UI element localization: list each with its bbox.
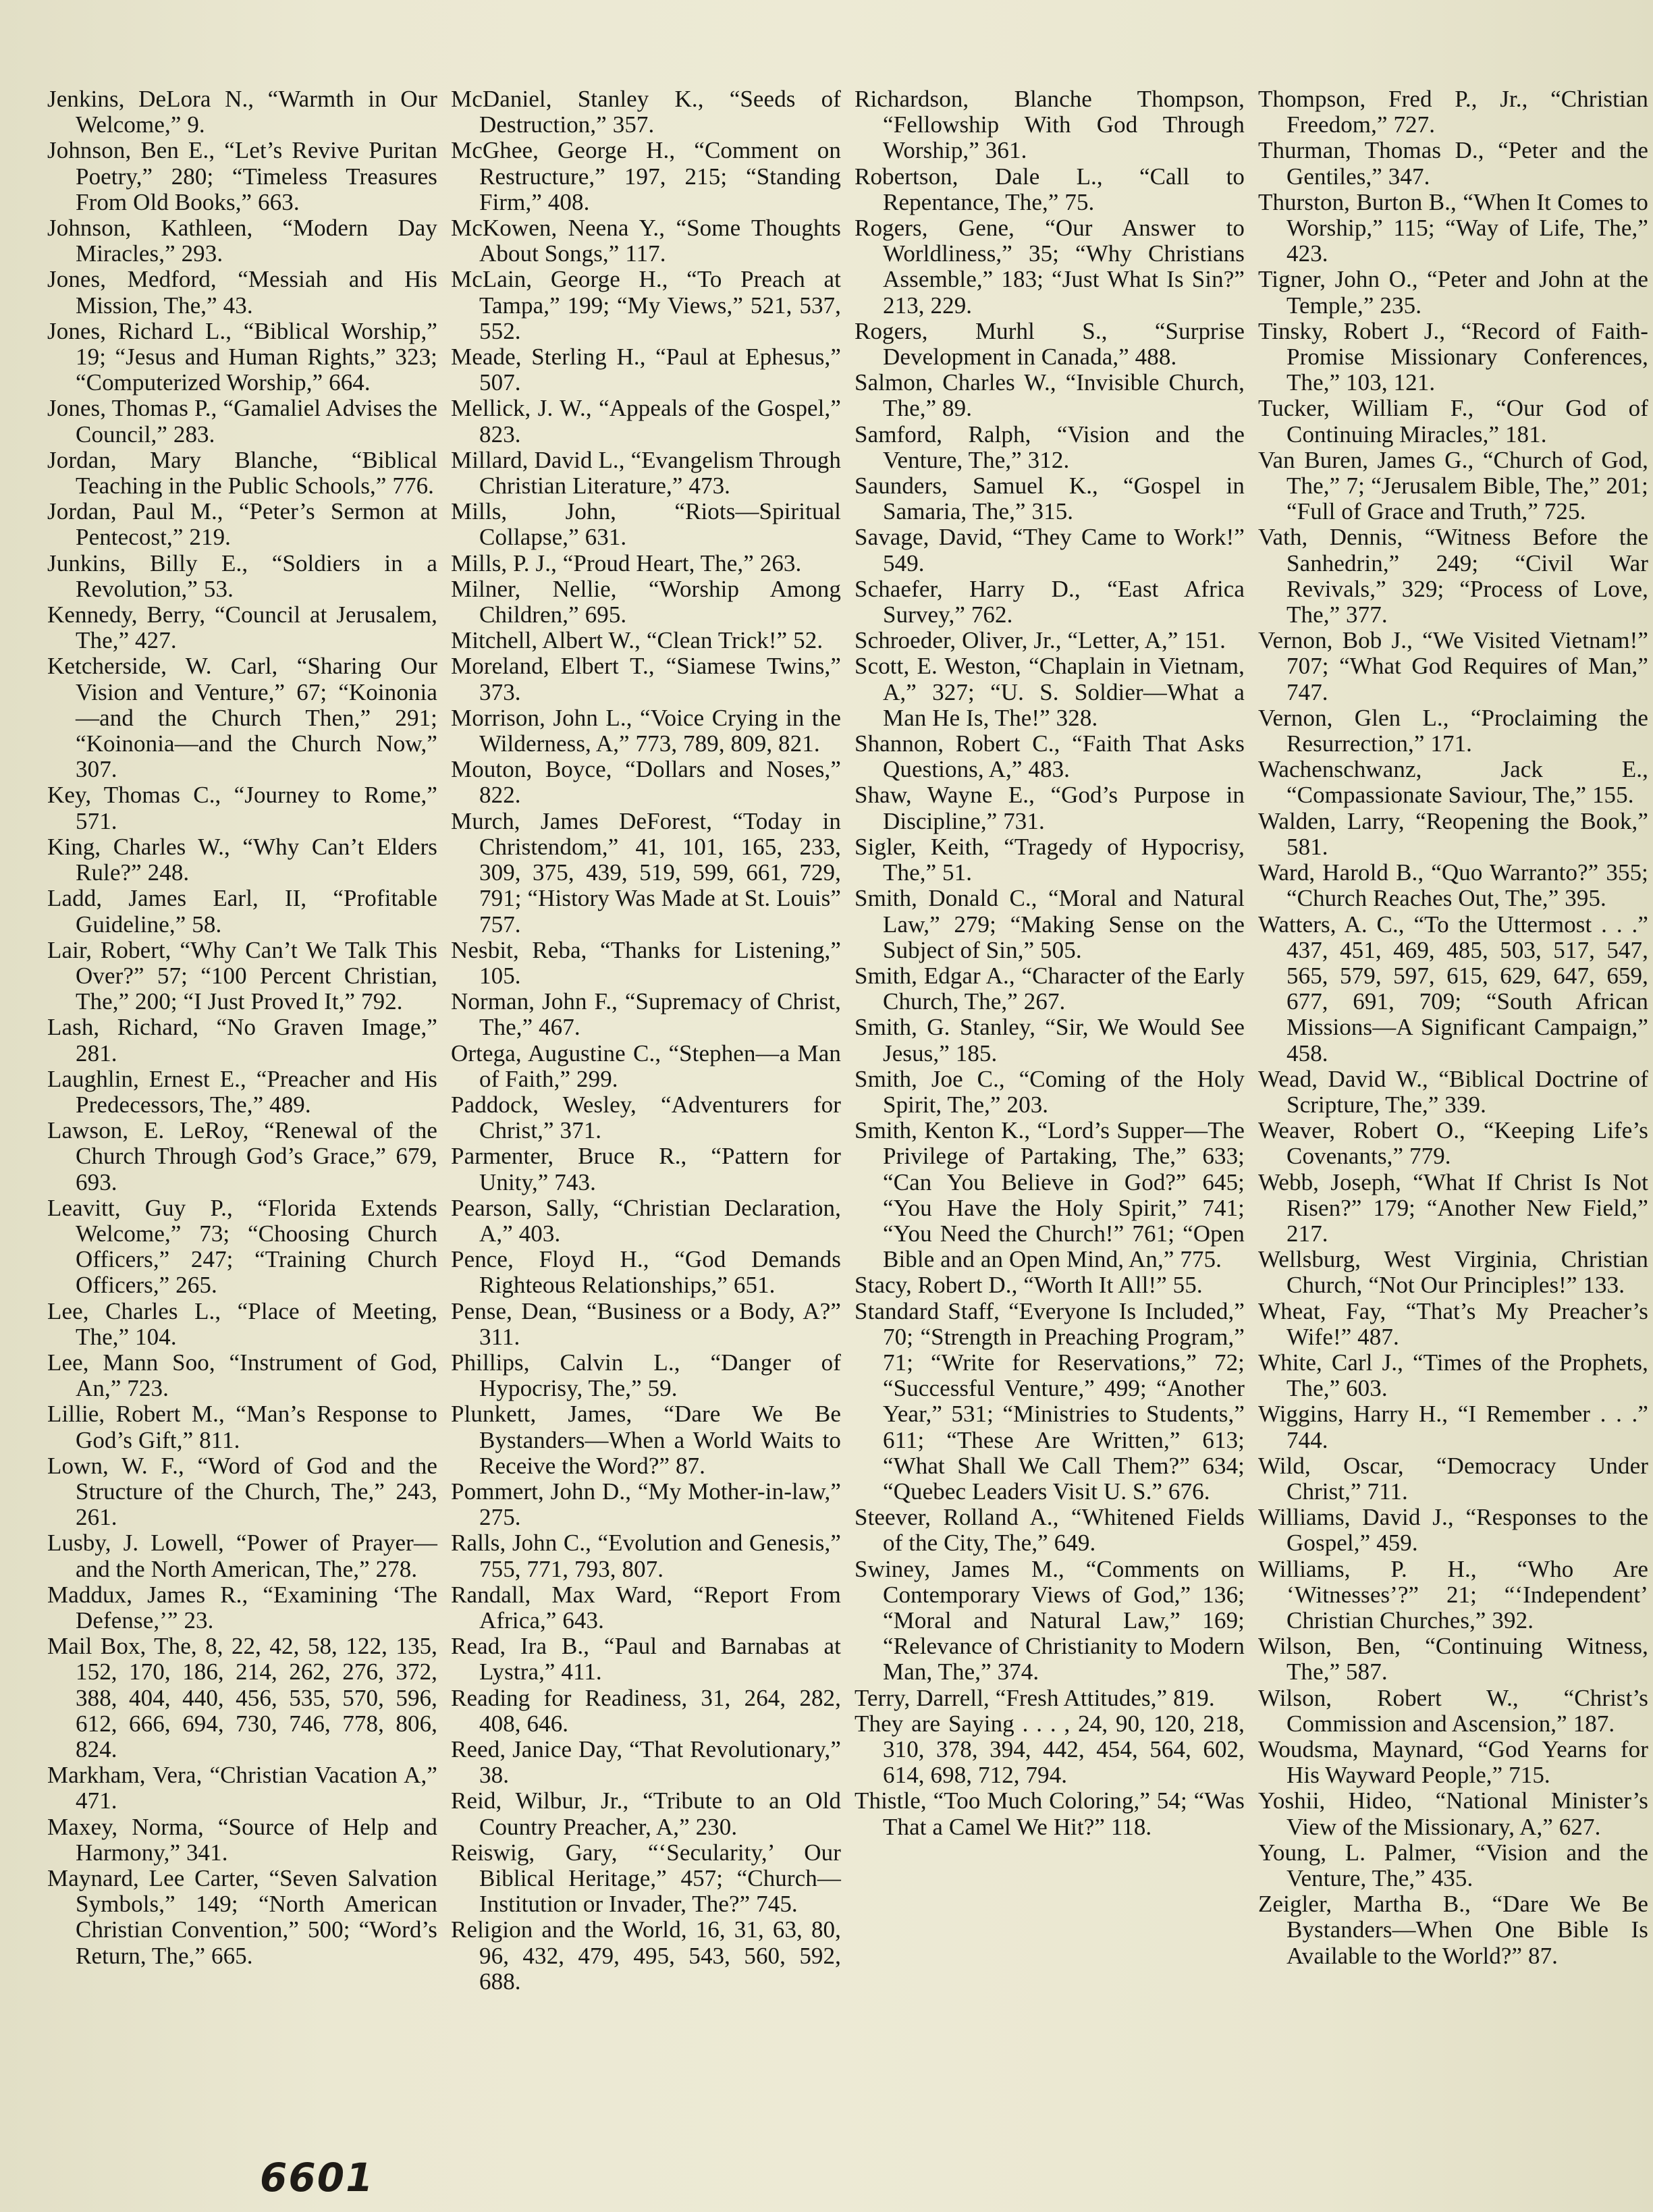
index-entry: Steever, Rolland A., “Whitened Fields of the City, The,” 649. xyxy=(855,1504,1245,1557)
index-entry: Pence, Floyd H., “God Demands Righteous Relationships,” 651. xyxy=(451,1246,841,1299)
index-entry: Ward, Harold B., “Quo Warranto?” 355; “Church Reaches Out, The,” 395. xyxy=(1258,859,1648,912)
index-entry: Reiswig, Gary, “‘Secularity,’ Our Biblical Heritage,” 457; “Church—Institution or Invader, The?” 745. xyxy=(451,1839,841,1918)
index-entry: Lawson, E. LeRoy, “Renewal of the Church Through God’s Grace,” 679, 693. xyxy=(47,1117,437,1195)
index-entry: Shannon, Robert C., “Faith That Asks Questions, A,” 483. xyxy=(855,730,1245,783)
index-entry: Religion and the World, 16, 31, 63, 80, 96, 432, 479, 495, 543, 560, 592, 688. xyxy=(451,1916,841,1995)
index-entry: Maxey, Norma, “Source of Help and Harmony,” 341. xyxy=(47,1813,437,1866)
index-entry: McDaniel, Stanley K., “Seeds of Destruction,” 357. xyxy=(451,86,841,138)
index-entry: Vath, Dennis, “Witness Before the Sanhedrin,” 249; “Civil War Revivals,” 329; “Process of Love, The,” 377. xyxy=(1258,524,1648,628)
index-entry: Smith, Edgar A., “Character of the Early Church, The,” 267. xyxy=(855,962,1245,1015)
index-entry: Wilson, Ben, “Continuing Witness, The,” 587. xyxy=(1258,1633,1648,1685)
index-entry: Shaw, Wayne E., “God’s Purpose in Discipline,” 731. xyxy=(855,782,1245,834)
index-column-2 xyxy=(451,86,841,1995)
index-entry: Maynard, Lee Carter, “Seven Salvation Symbols,” 149; “North American Christian Convention,” 500; “Word’s Return, The,” 665. xyxy=(47,1865,437,1969)
index-entry: Wachenschwanz, Jack E., “Compassionate Saviour, The,” 155. xyxy=(1258,756,1648,809)
index-entry: Murch, James DeForest, “Today in Christendom,” 41, 101, 165, 233, 309, 375, 439, 519, 599, 661, 729, 791; “History Was Made at St. Louis” 757. xyxy=(451,807,841,938)
index-entry: Reed, Janice Day, “That Revolutionary,” 38. xyxy=(451,1736,841,1789)
index-entry: Mills, John, “Riots—Spiritual Collapse,” 631. xyxy=(451,498,841,551)
index-entry: Yoshii, Hideo, “National Minister’s View of the Missionary, A,” 627. xyxy=(1258,1787,1648,1840)
index-entry: Sigler, Keith, “Tragedy of Hypocrisy, The,” 51. xyxy=(855,833,1245,886)
index-entry: Reid, Wilbur, Jr., “Tribute to an Old Country Preacher, A,” 230. xyxy=(451,1787,841,1840)
index-entry: Smith, G. Stanley, “Sir, We Would See Jesus,” 185. xyxy=(855,1014,1245,1067)
index-entry: Thurman, Thomas D., “Peter and the Gentiles,” 347. xyxy=(1258,137,1648,190)
index-entry: Van Buren, James G., “Church of God, The,” 7; “Jerusalem Bible, The,” 201; “Full of Grace and Truth,” 725. xyxy=(1258,446,1648,525)
index-entry: Standard Staff, “Everyone Is Included,” 70; “Strength in Preaching Program,” 71; “Write for Reservations,” 72; “Successful Venture,” 499; “Another Year,” 531; “Ministries to Students,” 611; “These Are Written,” 613; “What Shall We Call Them?” 634; “Quebec Leaders Visit U. S.” 676. xyxy=(855,1297,1245,1505)
index-entry: Schroeder, Oliver, Jr., “Letter, A,” 151. xyxy=(855,627,1226,654)
index-entry: Watters, A. C., “To the Uttermost . . .” 437, 451, 469, 485, 503, 517, 547, 565, 579, 597, 615, 629, 647, 659, 677, 691, 709; “South African Missions—A Significant Campaign,” 458. xyxy=(1258,911,1648,1067)
index-entry: Johnson, Kathleen, “Modern Day Miracles,” 293. xyxy=(47,215,437,267)
index-entry: Tucker, William F., “Our God of Continuing Miracles,” 181. xyxy=(1258,395,1648,448)
index-entry: Milner, Nellie, “Worship Among Children,” 695. xyxy=(451,575,841,628)
index-entry: Rogers, Murhl S., “Surprise Development in Canada,” 488. xyxy=(855,317,1245,371)
index-entry: Jordan, Mary Blanche, “Biblical Teaching in the Public Schools,” 776. xyxy=(47,446,437,500)
index-column-4 xyxy=(1258,86,1648,1995)
index-entry: Mail Box, The, 8, 22, 42, 58, 122, 135, 152, 170, 186, 214, 262, 276, 372, 388, 404, 440, 456, 535, 570, 596, 612, 666, 694, 730, 746, 778, 806, 824. xyxy=(47,1633,437,1762)
index-entry: Mitchell, Albert W., “Clean Trick!” 52. xyxy=(451,627,823,654)
index-entry: Lillie, Robert M., “Man’s Response to God’s Gift,” 811. xyxy=(47,1401,437,1453)
index-entry: Phillips, Calvin L., “Danger of Hypocrisy, The,” 59. xyxy=(451,1349,841,1402)
index-entry: Nesbit, Reba, “Thanks for Listening,” 105. xyxy=(451,936,841,989)
index-entry: Salmon, Charles W., “Invisible Church, The,” 89. xyxy=(855,369,1245,422)
index-columns xyxy=(47,86,1647,1995)
index-entry: Jones, Thomas P., “Gamaliel Advises the Council,” 283. xyxy=(47,395,437,448)
index-entry: McKowen, Neena Y., “Some Thoughts About Songs,” 117. xyxy=(451,215,841,267)
index-entry: Ralls, John C., “Evolution and Genesis,” 755, 771, 793, 807. xyxy=(451,1530,841,1582)
index-column-1 xyxy=(47,86,437,1995)
index-entry: Maddux, James R., “Examining ‘The Defense,’” 23. xyxy=(47,1581,437,1634)
index-entry: Jones, Medford, “Messiah and His Mission, The,” 43. xyxy=(47,266,437,319)
index-entry: Mellick, J. W., “Appeals of the Gospel,” 823. xyxy=(451,395,841,448)
index-entry: Wilson, Robert W., “Christ’s Commission and Ascension,” 187. xyxy=(1258,1684,1648,1737)
index-entry: They are Saying . . . , 24, 90, 120, 218, 310, 378, 394, 442, 454, 564, 602, 614, 698, 712, 794. xyxy=(855,1710,1245,1789)
index-entry: Jordan, Paul M., “Peter’s Sermon at Pentecost,” 219. xyxy=(47,498,437,551)
index-entry: Millard, David L., “Evangelism Through Christian Literature,” 473. xyxy=(451,446,841,500)
index-entry: Meade, Sterling H., “Paul at Ephesus,” 507. xyxy=(451,344,841,396)
index-entry: Thurston, Burton B., “When It Comes to Worship,” 115; “Way of Life, The,” 423. xyxy=(1258,188,1648,267)
index-entry: Weaver, Robert O., “Keeping Life’s Covenants,” 779. xyxy=(1258,1117,1648,1170)
index-entry: Wiggins, Harry H., “I Remember . . .” 744. xyxy=(1258,1401,1648,1453)
index-entry: Williams, David J., “Responses to the Gospel,” 459. xyxy=(1258,1504,1648,1557)
index-entry: Vernon, Glen L., “Proclaiming the Resurrection,” 171. xyxy=(1258,704,1648,757)
index-entry: Saunders, Samuel K., “Gospel in Samaria, The,” 315. xyxy=(855,473,1245,525)
index-entry: Vernon, Bob J., “We Visited Vietnam!” 707; “What God Requires of Man,” 747. xyxy=(1258,627,1648,705)
index-entry: Morrison, John L., “Voice Crying in the Wilderness, A,” 773, 789, 809, 821. xyxy=(451,704,841,757)
index-entry: Norman, John F., “Supremacy of Christ, The,” 467. xyxy=(451,988,841,1041)
index-entry: Schaefer, Harry D., “East Africa Survey,” 762. xyxy=(855,575,1245,628)
index-entry: Wellsburg, West Virginia, Christian Church, “Not Our Principles!” 133. xyxy=(1258,1246,1648,1299)
index-entry: Ketcherside, W. Carl, “Sharing Our Vision and Venture,” 67; “Koinonia—and the Church Then,” 291; “Koinonia—and the Church Now,” 307. xyxy=(47,653,437,783)
index-entry: McGhee, George H., “Comment on Restructure,” 197, 215; “Standing Firm,” 408. xyxy=(451,137,841,215)
index-entry: Tigner, John O., “Peter and John at the Temple,” 235. xyxy=(1258,266,1648,319)
index-entry: Young, L. Palmer, “Vision and the Venture, The,” 435. xyxy=(1258,1839,1648,1892)
index-entry: Smith, Kenton K., “Lord’s Supper—The Privilege of Partaking, The,” 633; “Can You Believe in God?” 645; “You Have the Holy Spirit,” 741; “You Need the Church!” 761; “Open Bible and an Open Mind, An,” 775. xyxy=(855,1117,1245,1273)
index-entry: Mills, P. J., “Proud Heart, The,” 263. xyxy=(451,549,802,576)
index-entry: Key, Thomas C., “Journey to Rome,” 571. xyxy=(47,782,437,834)
index-entry: Jenkins, DeLora N., “Warmth in Our Welcome,” 9. xyxy=(47,86,437,138)
index-entry: Smith, Joe C., “Coming of the Holy Spirit, The,” 203. xyxy=(855,1065,1245,1118)
index-entry: Plunkett, James, “Dare We Be Bystanders—When a World Waits to Receive the Word?” 87. xyxy=(451,1401,841,1479)
index-entry: McLain, George H., “To Preach at Tampa,” 199; “My Views,” 521, 537, 552. xyxy=(451,266,841,344)
index-entry: Scott, E. Weston, “Chaplain in Vietnam, A,” 327; “U. S. Soldier—What a Man He Is, The!” 328. xyxy=(855,653,1245,731)
index-entry: Ortega, Augustine C., “Stephen—a Man of Faith,” 299. xyxy=(451,1040,841,1092)
index-entry: Smith, Donald C., “Moral and Natural Law,” 279; “Making Sense on the Subject of Sin,” 505. xyxy=(855,885,1245,963)
index-entry: Mouton, Boyce, “Dollars and Noses,” 822. xyxy=(451,756,841,809)
index-entry: Lusby, J. Lowell, “Power of Prayer—and the North American, The,” 278. xyxy=(47,1530,437,1582)
index-entry: Markham, Vera, “Christian Vacation A,” 471. xyxy=(47,1762,437,1814)
index-entry: Lash, Richard, “No Graven Image,” 281. xyxy=(47,1014,437,1067)
index-entry: Thistle, “Too Much Coloring,” 54; “Was That a Camel We Hit?” 118. xyxy=(855,1787,1245,1840)
index-entry: Wild, Oscar, “Democracy Under Christ,” 711. xyxy=(1258,1452,1648,1505)
index-entry: Pense, Dean, “Business or a Body, A?” 311. xyxy=(451,1297,841,1350)
index-entry: King, Charles W., “Why Can’t Elders Rule?” 248. xyxy=(47,833,437,886)
index-entry: Ladd, James Earl, II, “Profitable Guideline,” 58. xyxy=(47,885,437,938)
index-entry: White, Carl J., “Times of the Prophets, The,” 603. xyxy=(1258,1349,1648,1402)
index-entry: Thompson, Fred P., Jr., “Christian Freedom,” 727. xyxy=(1258,86,1648,138)
index-entry: Rogers, Gene, “Our Answer to Worldliness,” 35; “Why Christians Assemble,” 183; “Just What Is Sin?” 213, 229. xyxy=(855,215,1245,319)
index-entry: Leavitt, Guy P., “Florida Extends Welcome,” 73; “Choosing Church Officers,” 247; “Training Church Officers,” 265. xyxy=(47,1194,437,1299)
index-entry: Johnson, Ben E., “Let’s Revive Puritan Poetry,” 280; “Timeless Treasures From Old Books,” 663. xyxy=(47,137,437,215)
index-entry: Williams, P. H., “Who Are ‘Witnesses’?” 21; “‘Independent’ Christian Churches,” 392. xyxy=(1258,1555,1648,1634)
index-entry: Lee, Mann Soo, “Instrument of God, An,” 723. xyxy=(47,1349,437,1402)
index-entry: Stacy, Robert D., “Worth It All!” 55. xyxy=(855,1272,1203,1299)
index-entry: Laughlin, Ernest E., “Preacher and His Predecessors, The,” 489. xyxy=(47,1065,437,1118)
index-entry: Zeigler, Martha B., “Dare We Be Bystanders—When One Bible Is Available to the World?” 87. xyxy=(1258,1891,1648,1969)
index-entry: Swiney, James M., “Comments on Contemporary Views of God,” 136; “Moral and Natural Law,” 169; “Relevance of Christianity to Modern Man, The,” 374. xyxy=(855,1555,1245,1685)
index-entry: Robertson, Dale L., “Call to Repentance, The,” 75. xyxy=(855,163,1245,215)
index-entry: Parmenter, Bruce R., “Pattern for Unity,” 743. xyxy=(451,1143,841,1195)
page-folio-number: 6601 xyxy=(260,2155,375,2201)
index-entry: Richardson, Blanche Thompson, “Fellowship With God Through Worship,” 361. xyxy=(855,86,1245,164)
index-entry: Junkins, Billy E., “Soldiers in a Revolution,” 53. xyxy=(47,549,437,602)
index-entry: Walden, Larry, “Reopening the Book,” 581. xyxy=(1258,807,1648,860)
index-entry: Wead, David W., “Biblical Doctrine of Scripture, The,” 339. xyxy=(1258,1065,1648,1118)
index-entry: Reading for Readiness, 31, 264, 282, 408, 646. xyxy=(451,1684,841,1737)
index-entry: Paddock, Wesley, “Adventurers for Christ,” 371. xyxy=(451,1091,841,1144)
index-entry: Kennedy, Berry, “Council at Jerusalem, The,” 427. xyxy=(47,601,437,654)
index-entry: Savage, David, “They Came to Work!” 549. xyxy=(855,524,1245,576)
index-entry: Wheat, Fay, “That’s My Preacher’s Wife!” 487. xyxy=(1258,1297,1648,1350)
index-entry: Pommert, John D., “My Mother-in-law,” 275. xyxy=(451,1478,841,1531)
index-entry: Webb, Joseph, “What If Christ Is Not Risen?” 179; “Another New Field,” 217. xyxy=(1258,1168,1648,1247)
index-entry: Pearson, Sally, “Christian Declaration, A,” 403. xyxy=(451,1194,841,1247)
index-column-3 xyxy=(855,86,1245,1995)
index-entry: Read, Ira B., “Paul and Barnabas at Lystra,” 411. xyxy=(451,1633,841,1685)
index-entry: Tinsky, Robert J., “Record of Faith-Promise Missionary Conferences, The,” 103, 121. xyxy=(1258,317,1648,396)
index-entry: Lee, Charles L., “Place of Meeting, The,” 104. xyxy=(47,1297,437,1350)
index-entry: Terry, Darrell, “Fresh Attitudes,” 819. xyxy=(855,1684,1215,1711)
index-entry: Moreland, Elbert T., “Siamese Twins,” 373. xyxy=(451,653,841,705)
index-entry: Samford, Ralph, “Vision and the Venture, The,” 312. xyxy=(855,421,1245,473)
index-entry: Randall, Max Ward, “Report From Africa,” 643. xyxy=(451,1581,841,1634)
index-entry: Lair, Robert, “Why Can’t We Talk This Over?” 57; “100 Percent Christian, The,” 200; “I Just Proved It,” 792. xyxy=(47,936,437,1015)
index-entry: Woudsma, Maynard, “God Yearns for His Wayward People,” 715. xyxy=(1258,1736,1648,1789)
index-entry: Lown, W. F., “Word of God and the Structure of the Church, The,” 243, 261. xyxy=(47,1452,437,1531)
index-entry: Jones, Richard L., “Biblical Worship,” 19; “Jesus and Human Rights,” 323; “Computerized Worship,” 664. xyxy=(47,317,437,396)
